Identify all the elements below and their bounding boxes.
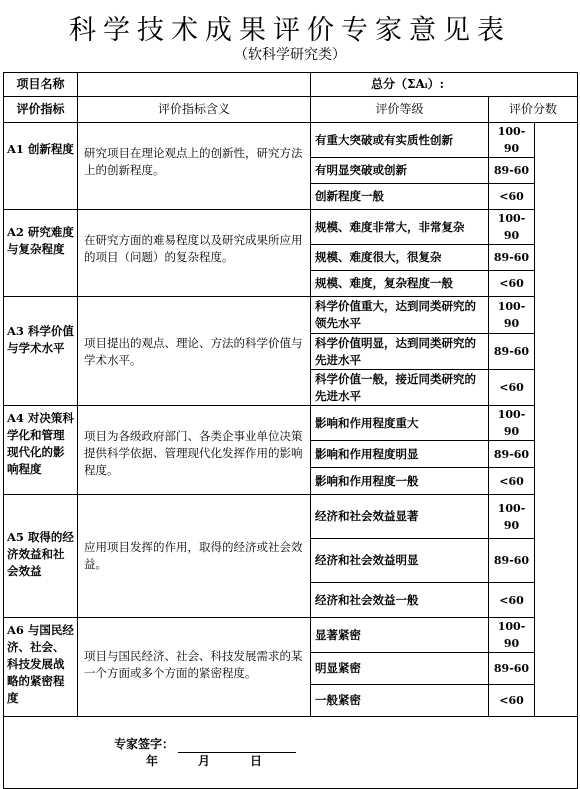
grade-score: 89-60 bbox=[489, 539, 535, 583]
grade-level: 科学价值一般，接近同类研究的先进水平 bbox=[311, 370, 489, 406]
grade-score: 100-90 bbox=[489, 210, 535, 245]
grade-level: 规模、难度非常大，非常复杂 bbox=[311, 210, 489, 245]
project-name-field[interactable] bbox=[78, 73, 311, 97]
grade-level: 经济和社会效益明显 bbox=[311, 539, 489, 583]
grade-level: 一般紧密 bbox=[311, 685, 489, 717]
meaning-a6: 项目与国民经济、社会、科技发展需求的某一个方面或多个方面的紧密程度。 bbox=[78, 618, 311, 717]
grade-level: 有明显突破或创新 bbox=[311, 158, 489, 184]
grade-score: 100-90 bbox=[489, 618, 535, 653]
score-entry-a1[interactable] bbox=[535, 123, 578, 210]
indicator-a3: A3 科学价值与学术水平 bbox=[4, 297, 78, 406]
grade-score: 89-60 bbox=[489, 245, 535, 271]
meaning-a1: 研究项目在理论观点上的创新性，研究方法上的创新程度。 bbox=[78, 123, 311, 210]
grade-score: 89-60 bbox=[489, 653, 535, 685]
signature-line[interactable] bbox=[178, 740, 296, 753]
grade-score: <60 bbox=[489, 370, 535, 406]
meaning-a5: 应用项目发挥的作用，取得的经济或社会效益。 bbox=[78, 495, 311, 618]
evaluation-table bbox=[3, 72, 578, 789]
indicator-a6: A6 与国民经济、社会、科技发展战略的紧密程度 bbox=[4, 618, 78, 717]
col-header-meaning: 评价指标含义 bbox=[78, 97, 311, 123]
signature-label: 专家签字： bbox=[114, 736, 175, 751]
day-label: 日 bbox=[250, 753, 263, 768]
grade-score: <60 bbox=[489, 184, 535, 210]
year-label: 年 bbox=[146, 753, 159, 768]
grade-score: <60 bbox=[489, 271, 535, 297]
grade-level: 规模、难度很大，很复杂 bbox=[311, 245, 489, 271]
indicator-a4: A4 对决策科学化和管理现代化的影响程度 bbox=[4, 406, 78, 495]
indicator-a2: A2 研究难度与复杂程度 bbox=[4, 210, 78, 297]
grade-level: 明显紧密 bbox=[311, 653, 489, 685]
grade-score: <60 bbox=[489, 583, 535, 618]
grade-level: 创新程度一般 bbox=[311, 184, 489, 210]
project-name-label: 项目名称 bbox=[4, 73, 78, 97]
signature-row bbox=[4, 717, 578, 789]
col-header-grade: 评价等级 bbox=[311, 97, 489, 123]
grade-level: 显著紧密 bbox=[311, 618, 489, 653]
grade-score: 89-60 bbox=[489, 334, 535, 370]
grade-score: 100-90 bbox=[489, 297, 535, 334]
indicator-a5: A5 取得的经济效益和社会效益 bbox=[4, 495, 78, 618]
grade-score: 100-90 bbox=[489, 123, 535, 158]
total-score-label[interactable]: 总分（ΣAᵢ）: bbox=[311, 73, 578, 97]
form-title: 科学技术成果评价专家意见表 bbox=[69, 15, 511, 46]
grade-level: 规模、难度，复杂程度一般 bbox=[311, 271, 489, 297]
col-header-indicator: 评价指标 bbox=[4, 97, 78, 123]
grade-level: 有重大突破或有实质性创新 bbox=[311, 123, 489, 158]
grade-score: <60 bbox=[489, 685, 535, 717]
score-entry-a2[interactable] bbox=[535, 210, 578, 297]
score-entry-a6[interactable] bbox=[535, 618, 578, 717]
grade-score: <60 bbox=[489, 468, 535, 495]
grade-level: 科学价值重大，达到同类研究的领先水平 bbox=[311, 297, 489, 334]
grade-level: 影响和作用程度明显 bbox=[311, 441, 489, 468]
grade-score: 89-60 bbox=[489, 158, 535, 184]
grade-level: 科学价值明显，达到同类研究的先进水平 bbox=[311, 334, 489, 370]
form-subtitle: （软科学研究类） bbox=[234, 47, 346, 63]
indicator-a1: A1 创新程度 bbox=[4, 123, 78, 210]
score-entry-a4[interactable] bbox=[535, 406, 578, 495]
score-entry-a5[interactable] bbox=[535, 495, 578, 618]
col-header-score: 评价分数 bbox=[489, 97, 578, 123]
grade-level: 经济和社会效益一般 bbox=[311, 583, 489, 618]
score-entry-a3[interactable] bbox=[535, 297, 578, 406]
meaning-a2: 在研究方面的难易程度以及研究成果所应用的项目（问题）的复杂程度。 bbox=[78, 210, 311, 297]
date-fields[interactable] bbox=[126, 753, 282, 770]
grade-level: 影响和作用程度重大 bbox=[311, 406, 489, 441]
grade-score: 89-60 bbox=[489, 441, 535, 468]
grade-level: 经济和社会效益显著 bbox=[311, 495, 489, 539]
meaning-a3: 项目提出的观点、理论、方法的科学价值与学术水平。 bbox=[78, 297, 311, 406]
month-label: 月 bbox=[198, 753, 211, 768]
grade-level: 影响和作用程度一般 bbox=[311, 468, 489, 495]
grade-score: 100-90 bbox=[489, 495, 535, 539]
meaning-a4: 项目为各级政府部门、各类企事业单位决策提供科学依据、管理现代化发挥作用的影响程度。 bbox=[78, 406, 311, 495]
grade-score: 100-90 bbox=[489, 406, 535, 441]
